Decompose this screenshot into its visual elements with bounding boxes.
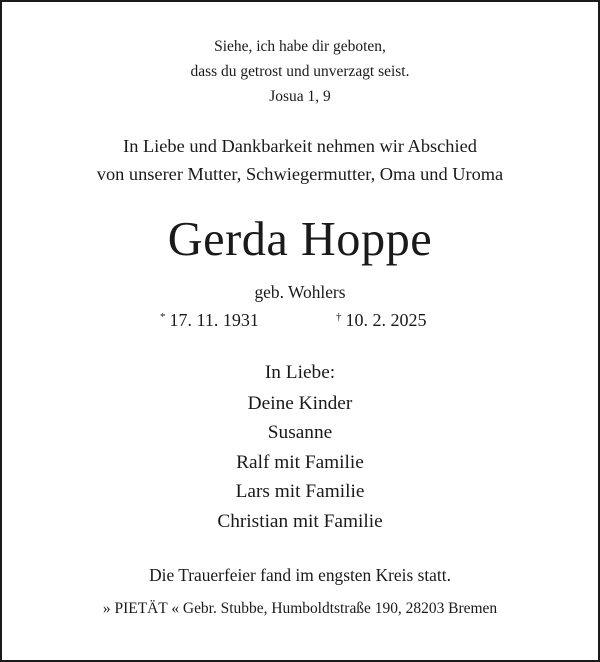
birth-date: [160, 310, 259, 331]
death-symbol: †: [336, 311, 342, 323]
bible-verse-line-1: Siehe, ich habe dir geboten,: [214, 38, 386, 55]
death-date-value: 10. 2. 2025: [345, 310, 427, 330]
death-date: [336, 310, 427, 331]
mourner-name: Ralf mit Familie: [236, 452, 364, 473]
intro-line-1: In Liebe und Dankbarkeit nehmen wir Abschied: [123, 136, 477, 156]
intro-line-2: von unserer Mutter, Schwiegermutter, Oma und Uroma: [96, 164, 504, 184]
mourner-name: Susanne: [267, 422, 333, 443]
mourner-name: Deine Kinder: [247, 393, 353, 414]
birth-symbol: *: [160, 311, 166, 323]
mourner-name: Lars mit Familie: [235, 481, 365, 502]
bible-verse-reference: Josua 1, 9: [269, 88, 331, 105]
birth-date-value: 17. 11. 1931: [169, 310, 259, 330]
bible-verse-line-2: dass du getrost und unverzagt seist.: [190, 63, 410, 80]
deceased-name: Gerda Hoppe: [167, 213, 433, 266]
funeral-home: » PIETÄT « Gebr. Stubbe, Humboldtstraße 190, 28203 Bremen: [102, 600, 498, 617]
mourner-name: Christian mit Familie: [217, 511, 383, 532]
maiden-name: geb. Wohlers: [254, 282, 346, 302]
service-note: Die Trauerfeier fand im engsten Kreis statt.: [149, 565, 451, 585]
mourners-heading: In Liebe:: [264, 362, 336, 383]
